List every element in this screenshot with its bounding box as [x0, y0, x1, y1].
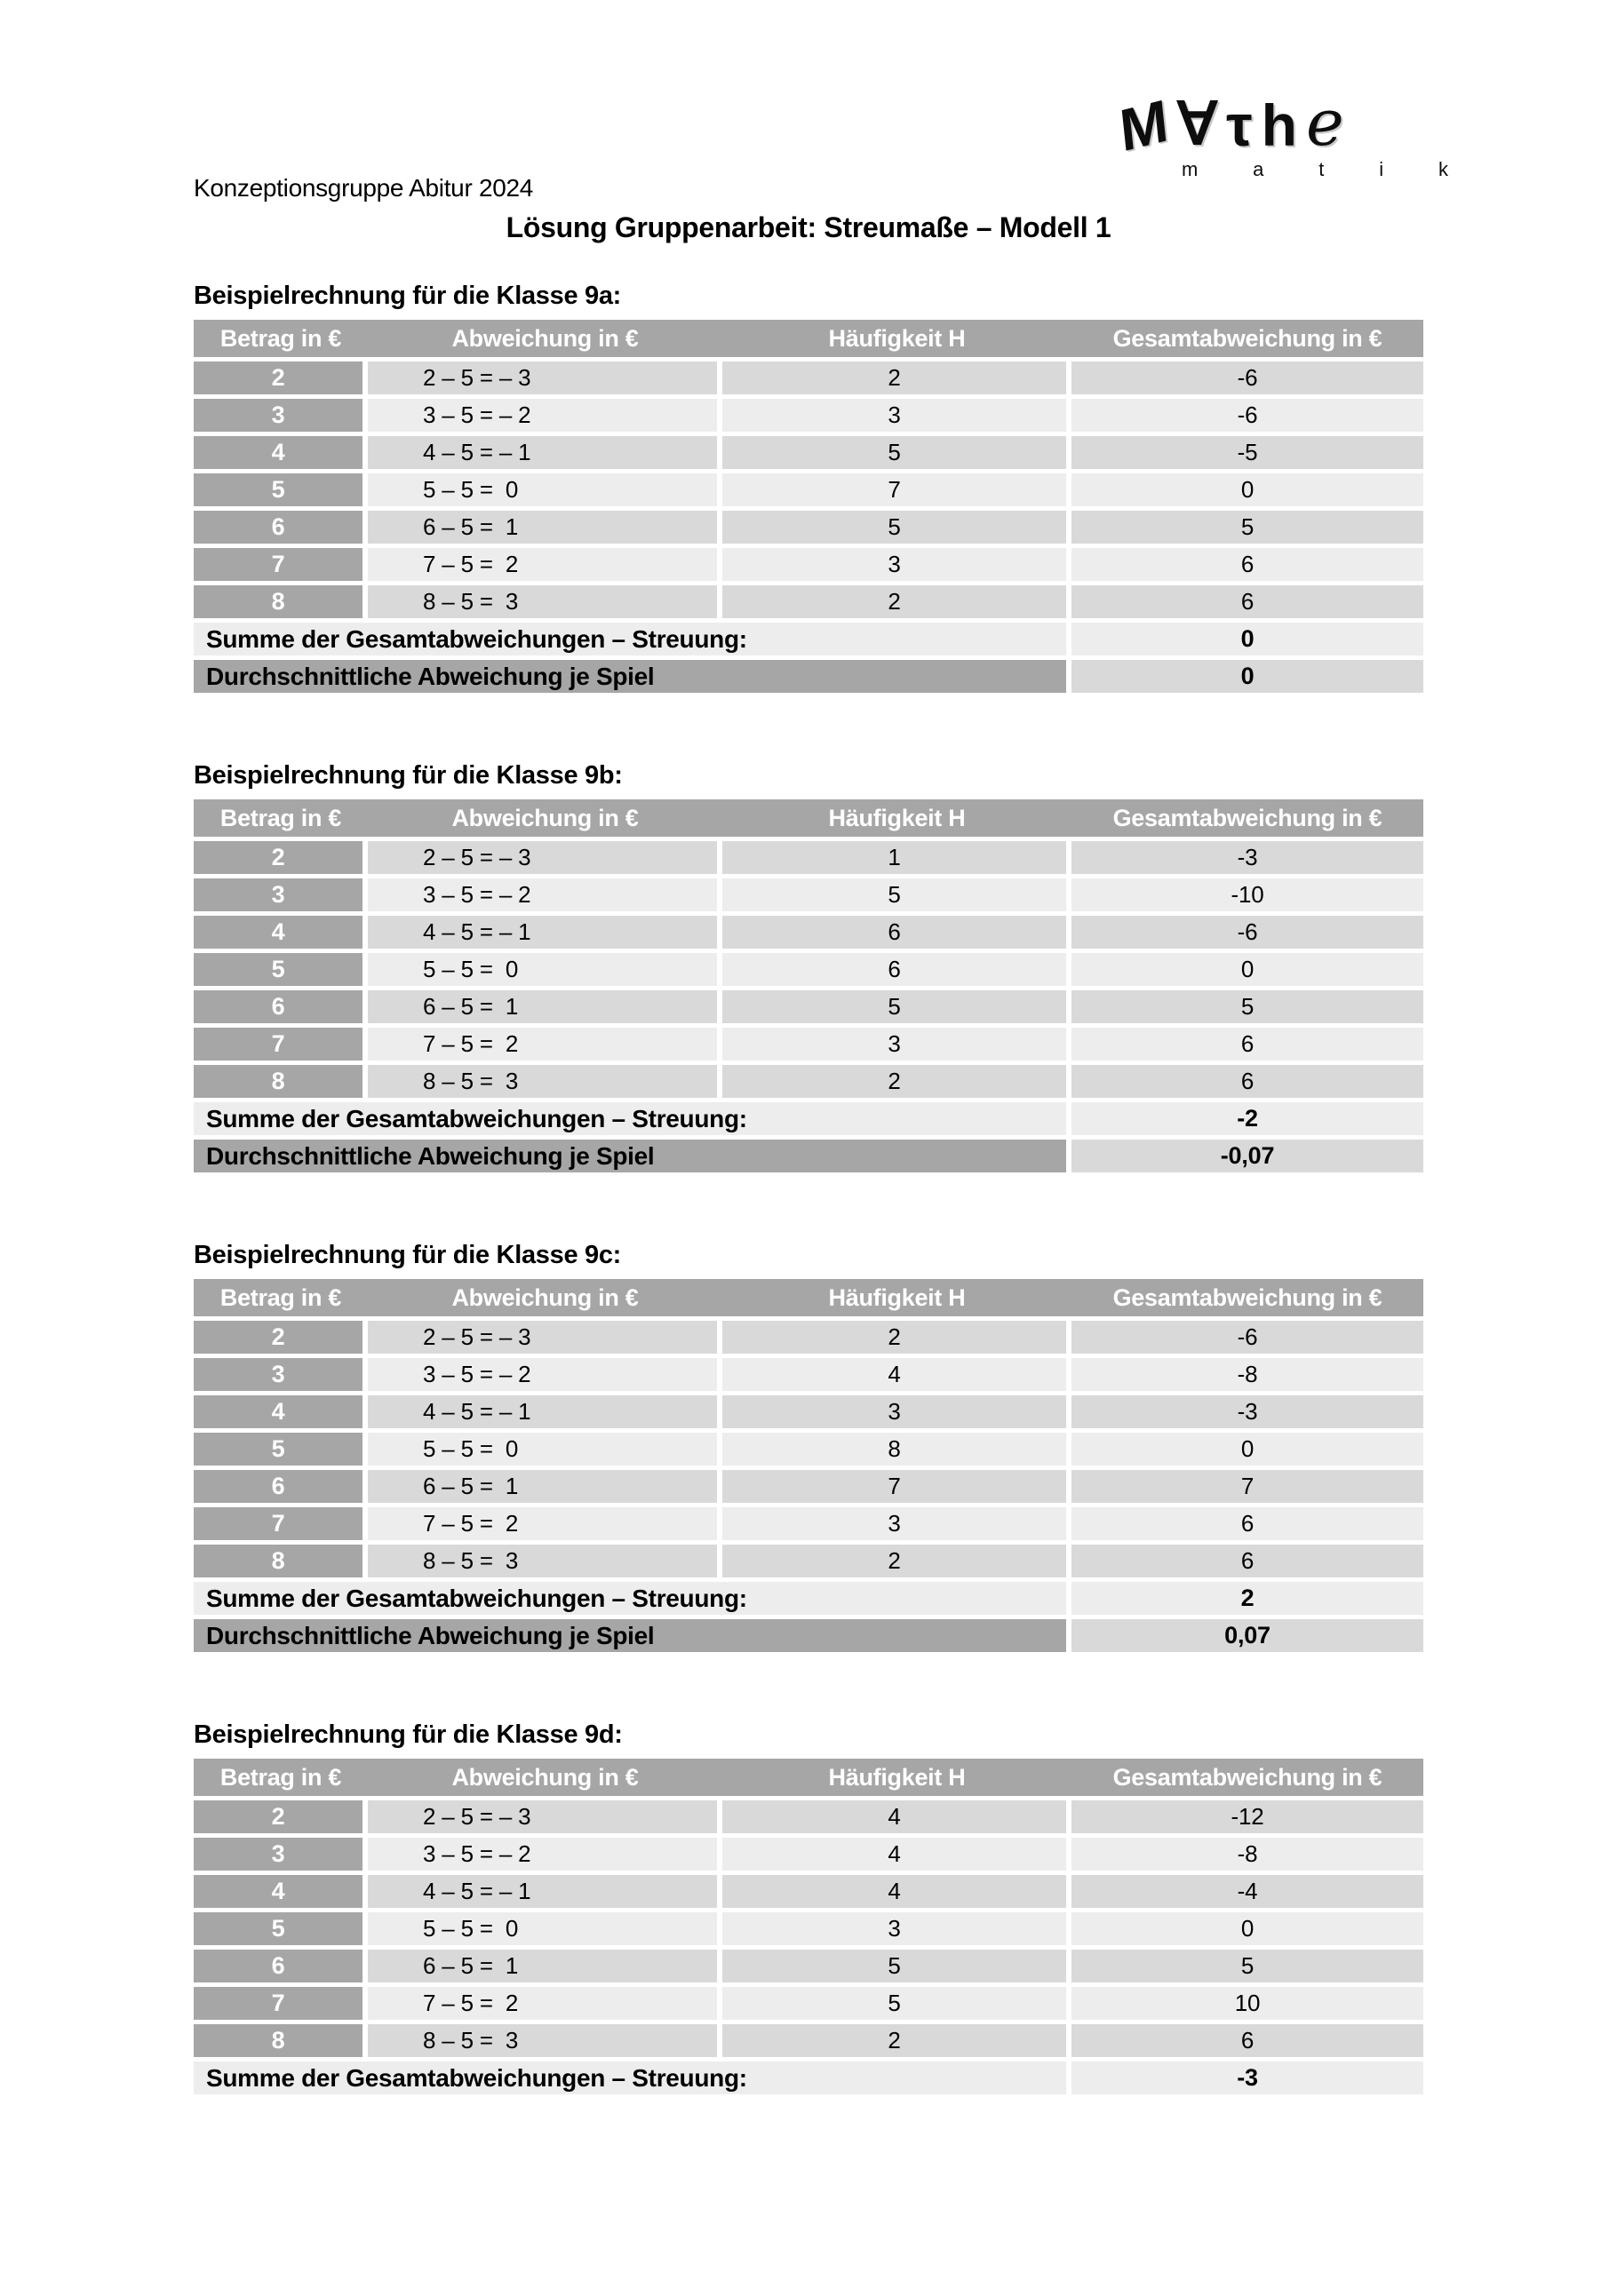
betrag-cell: 6 — [194, 1470, 368, 1507]
column-header: Abweichung in € — [368, 1759, 722, 1800]
abweichung-cell: 2 – 5 = – 3 — [368, 361, 722, 399]
logo-letter-t: τ — [1226, 92, 1253, 158]
sum-value-cell: -2 — [1071, 1102, 1423, 1140]
gesamtabweichung-cell: 5 — [1071, 511, 1423, 548]
sum-row — [194, 1582, 1423, 1619]
gesamtabweichung-cell: -6 — [1071, 916, 1423, 953]
sum-row — [194, 1102, 1423, 1140]
betrag-cell: 8 — [194, 585, 368, 623]
sum-label-cell: Summe der Gesamtabweichungen – Streuung: — [194, 623, 1071, 660]
table-row — [194, 1545, 1423, 1582]
table-row — [194, 585, 1423, 623]
gesamtabweichung-cell: 6 — [1071, 1028, 1423, 1065]
column-header: Gesamtabweichung in € — [1071, 1759, 1423, 1800]
avg-value-cell: 0,07 — [1071, 1619, 1423, 1656]
betrag-cell: 5 — [194, 1912, 368, 1950]
haeufigkeit-cell: 6 — [722, 953, 1071, 990]
sum-row — [194, 2062, 1423, 2099]
betrag-cell: 2 — [194, 361, 368, 399]
abweichung-cell: 7 – 5 = 2 — [368, 548, 722, 585]
column-header: Betrag in € — [194, 1759, 368, 1800]
data-table — [194, 320, 1423, 697]
section-heading: Beispielrechnung für die Klasse 9d: — [194, 1720, 623, 1749]
logo-letter-h: h — [1261, 92, 1297, 158]
sum-label-cell: Summe der Gesamtabweichungen – Streuung: — [194, 1102, 1071, 1140]
avg-row — [194, 1619, 1423, 1656]
gesamtabweichung-cell: 10 — [1071, 1987, 1423, 2024]
haeufigkeit-cell: 5 — [722, 436, 1071, 473]
sum-row — [194, 623, 1423, 660]
haeufigkeit-cell: 4 — [722, 1800, 1071, 1838]
abweichung-cell: 8 – 5 = 3 — [368, 1545, 722, 1582]
haeufigkeit-cell: 1 — [722, 841, 1071, 878]
abweichung-cell: 4 – 5 = – 1 — [368, 1875, 722, 1912]
header-row — [194, 320, 1423, 361]
abweichung-cell: 5 – 5 = 0 — [368, 1433, 722, 1470]
column-header: Häufigkeit H — [722, 1759, 1071, 1800]
mathe-matik-logo — [1116, 73, 1475, 181]
sum-value-cell: 2 — [1071, 1582, 1423, 1619]
column-header: Betrag in € — [194, 1279, 368, 1321]
abweichung-cell: 7 – 5 = 2 — [368, 1028, 722, 1065]
abweichung-cell: 4 – 5 = – 1 — [368, 916, 722, 953]
sum-label-cell: Summe der Gesamtabweichungen – Streuung: — [194, 1582, 1071, 1619]
betrag-cell: 4 — [194, 1875, 368, 1912]
abweichung-cell: 3 – 5 = – 2 — [368, 399, 722, 436]
haeufigkeit-cell: 3 — [722, 1507, 1071, 1545]
abweichung-cell: 2 – 5 = – 3 — [368, 1321, 722, 1358]
gesamtabweichung-cell: -10 — [1071, 878, 1423, 916]
table-row — [194, 436, 1423, 473]
table-row — [194, 1321, 1423, 1358]
abweichung-cell: 6 – 5 = 1 — [368, 1950, 722, 1987]
logo-letter-e: e — [1305, 85, 1344, 160]
gesamtabweichung-cell: 6 — [1071, 1065, 1423, 1102]
haeufigkeit-cell: 6 — [722, 916, 1071, 953]
abweichung-cell: 5 – 5 = 0 — [368, 953, 722, 990]
table-row — [194, 1875, 1423, 1912]
logo-wordmark — [1116, 73, 1475, 164]
table-row — [194, 990, 1423, 1028]
betrag-cell: 8 — [194, 1065, 368, 1102]
column-header: Abweichung in € — [368, 799, 722, 841]
column-header: Abweichung in € — [368, 1279, 722, 1321]
data-table — [194, 1279, 1423, 1656]
sum-value-cell: -3 — [1071, 2062, 1423, 2099]
logo-letter-a: ∀ — [1176, 91, 1218, 156]
table-section — [194, 282, 1423, 697]
haeufigkeit-cell: 5 — [722, 1950, 1071, 1987]
betrag-cell: 3 — [194, 1358, 368, 1395]
betrag-cell: 4 — [194, 1395, 368, 1433]
column-header: Gesamtabweichung in € — [1071, 1279, 1423, 1321]
haeufigkeit-cell: 3 — [722, 399, 1071, 436]
betrag-cell: 7 — [194, 548, 368, 585]
abweichung-cell: 5 – 5 = 0 — [368, 473, 722, 511]
haeufigkeit-cell: 3 — [722, 1395, 1071, 1433]
table-row — [194, 1470, 1423, 1507]
data-table — [194, 1759, 1423, 2099]
table-section — [194, 1720, 1423, 2099]
haeufigkeit-cell: 5 — [722, 878, 1071, 916]
table-row — [194, 841, 1423, 878]
haeufigkeit-cell: 4 — [722, 1875, 1071, 1912]
abweichung-cell: 8 – 5 = 3 — [368, 1065, 722, 1102]
gesamtabweichung-cell: -6 — [1071, 399, 1423, 436]
avg-value-cell: -0,07 — [1071, 1140, 1423, 1177]
haeufigkeit-cell: 3 — [722, 1912, 1071, 1950]
haeufigkeit-cell: 2 — [722, 1321, 1071, 1358]
betrag-cell: 3 — [194, 399, 368, 436]
haeufigkeit-cell: 2 — [722, 1065, 1071, 1102]
page-title: Lösung Gruppenarbeit: Streumaße – Modell 1 — [506, 211, 1111, 243]
betrag-cell: 4 — [194, 436, 368, 473]
abweichung-cell: 8 – 5 = 3 — [368, 2024, 722, 2062]
column-header: Gesamtabweichung in € — [1071, 799, 1423, 841]
abweichung-cell: 4 – 5 = – 1 — [368, 1395, 722, 1433]
betrag-cell: 6 — [194, 1950, 368, 1987]
column-header: Betrag in € — [194, 320, 368, 361]
gesamtabweichung-cell: -8 — [1071, 1358, 1423, 1395]
table-row — [194, 1028, 1423, 1065]
betrag-cell: 6 — [194, 990, 368, 1028]
table-section — [194, 761, 1423, 1177]
betrag-cell: 2 — [194, 1800, 368, 1838]
betrag-cell: 7 — [194, 1507, 368, 1545]
gesamtabweichung-cell: 5 — [1071, 1950, 1423, 1987]
column-header: Betrag in € — [194, 799, 368, 841]
logo-sub-letter: a — [1253, 158, 1264, 180]
section-heading: Beispielrechnung für die Klasse 9c: — [194, 1241, 622, 1269]
header-row — [194, 1759, 1423, 1800]
sum-label-cell: Summe der Gesamtabweichungen – Streuung: — [194, 2062, 1071, 2099]
gesamtabweichung-cell: 0 — [1071, 473, 1423, 511]
abweichung-cell: 3 – 5 = – 2 — [368, 1358, 722, 1395]
haeufigkeit-cell: 2 — [722, 585, 1071, 623]
gesamtabweichung-cell: 0 — [1071, 1912, 1423, 1950]
gesamtabweichung-cell: 6 — [1071, 2024, 1423, 2062]
table-row — [194, 473, 1423, 511]
table-row — [194, 1395, 1423, 1433]
betrag-cell: 8 — [194, 1545, 368, 1582]
data-table — [194, 799, 1423, 1177]
gesamtabweichung-cell: 0 — [1071, 1433, 1423, 1470]
gesamtabweichung-cell: -6 — [1071, 361, 1423, 399]
logo-sub-letter: i — [1379, 158, 1384, 180]
betrag-cell: 6 — [194, 511, 368, 548]
gesamtabweichung-cell: 6 — [1071, 1507, 1423, 1545]
table-row — [194, 1950, 1423, 1987]
column-header: Häufigkeit H — [722, 320, 1071, 361]
abweichung-cell: 2 – 5 = – 3 — [368, 1800, 722, 1838]
gesamtabweichung-cell: 6 — [1071, 1545, 1423, 1582]
avg-label-cell: Durchschnittliche Abweichung je Spiel — [194, 1619, 1071, 1656]
haeufigkeit-cell: 7 — [722, 1470, 1071, 1507]
avg-row — [194, 660, 1423, 697]
abweichung-cell: 5 – 5 = 0 — [368, 1912, 722, 1950]
abweichung-cell: 6 – 5 = 1 — [368, 1470, 722, 1507]
gesamtabweichung-cell: -5 — [1071, 436, 1423, 473]
abweichung-cell: 6 – 5 = 1 — [368, 990, 722, 1028]
section-heading: Beispielrechnung für die Klasse 9b: — [194, 761, 623, 790]
gesamtabweichung-cell: 5 — [1071, 990, 1423, 1028]
table-row — [194, 916, 1423, 953]
haeufigkeit-cell: 4 — [722, 1358, 1071, 1395]
table-row — [194, 1800, 1423, 1838]
column-header: Gesamtabweichung in € — [1071, 320, 1423, 361]
betrag-cell: 2 — [194, 841, 368, 878]
header-row — [194, 1279, 1423, 1321]
abweichung-cell: 3 – 5 = – 2 — [368, 878, 722, 916]
logo-sub-letter: k — [1438, 158, 1448, 180]
abweichung-cell: 7 – 5 = 2 — [368, 1507, 722, 1545]
gesamtabweichung-cell: 6 — [1071, 548, 1423, 585]
haeufigkeit-cell: 3 — [722, 1028, 1071, 1065]
haeufigkeit-cell: 3 — [722, 548, 1071, 585]
betrag-cell: 2 — [194, 1321, 368, 1358]
avg-row — [194, 1140, 1423, 1177]
table-row — [194, 1507, 1423, 1545]
abweichung-cell: 2 – 5 = – 3 — [368, 841, 722, 878]
table-row — [194, 1912, 1423, 1950]
page-content — [194, 174, 1423, 2099]
haeufigkeit-cell: 7 — [722, 473, 1071, 511]
table-row — [194, 399, 1423, 436]
column-header: Häufigkeit H — [722, 1279, 1071, 1321]
gesamtabweichung-cell: 6 — [1071, 585, 1423, 623]
betrag-cell: 8 — [194, 2024, 368, 2062]
gesamtabweichung-cell: -12 — [1071, 1800, 1423, 1838]
table-section — [194, 1241, 1423, 1656]
table-row — [194, 1838, 1423, 1875]
haeufigkeit-cell: 2 — [722, 361, 1071, 399]
gesamtabweichung-cell: 0 — [1071, 953, 1423, 990]
betrag-cell: 5 — [194, 1433, 368, 1470]
column-header: Abweichung in € — [368, 320, 722, 361]
gesamtabweichung-cell: -3 — [1071, 841, 1423, 878]
abweichung-cell: 6 – 5 = 1 — [368, 511, 722, 548]
table-row — [194, 1358, 1423, 1395]
table-row — [194, 1065, 1423, 1102]
table-row — [194, 2024, 1423, 2062]
betrag-cell: 4 — [194, 916, 368, 953]
logo-sub-letter: m — [1182, 158, 1199, 180]
table-row — [194, 953, 1423, 990]
gesamtabweichung-cell: -8 — [1071, 1838, 1423, 1875]
gesamtabweichung-cell: -6 — [1071, 1321, 1423, 1358]
gesamtabweichung-cell: 7 — [1071, 1470, 1423, 1507]
table-row — [194, 548, 1423, 585]
org-line: Konzeptionsgruppe Abitur 2024 — [194, 174, 534, 202]
haeufigkeit-cell: 4 — [722, 1838, 1071, 1875]
betrag-cell: 3 — [194, 1838, 368, 1875]
table-row — [194, 878, 1423, 916]
abweichung-cell: 4 – 5 = – 1 — [368, 436, 722, 473]
betrag-cell: 7 — [194, 1028, 368, 1065]
avg-label-cell: Durchschnittliche Abweichung je Spiel — [194, 1140, 1071, 1177]
section-heading: Beispielrechnung für die Klasse 9a: — [194, 282, 622, 310]
avg-value-cell: 0 — [1071, 660, 1423, 697]
gesamtabweichung-cell: -3 — [1071, 1395, 1423, 1433]
column-header: Häufigkeit H — [722, 799, 1071, 841]
betrag-cell: 3 — [194, 878, 368, 916]
betrag-cell: 5 — [194, 953, 368, 990]
header-row — [194, 799, 1423, 841]
gesamtabweichung-cell: -4 — [1071, 1875, 1423, 1912]
avg-label-cell: Durchschnittliche Abweichung je Spiel — [194, 660, 1071, 697]
table-row — [194, 1433, 1423, 1470]
tables-container — [194, 282, 1423, 2099]
haeufigkeit-cell: 5 — [722, 1987, 1071, 2024]
table-row — [194, 361, 1423, 399]
betrag-cell: 7 — [194, 1987, 368, 2024]
haeufigkeit-cell: 5 — [722, 511, 1071, 548]
sum-value-cell: 0 — [1071, 623, 1423, 660]
table-row — [194, 1987, 1423, 2024]
logo-letter-m: M — [1116, 86, 1172, 164]
abweichung-cell: 8 – 5 = 3 — [368, 585, 722, 623]
haeufigkeit-cell: 8 — [722, 1433, 1071, 1470]
abweichung-cell: 7 – 5 = 2 — [368, 1987, 722, 2024]
haeufigkeit-cell: 2 — [722, 2024, 1071, 2062]
logo-sub-letter: t — [1318, 158, 1325, 180]
haeufigkeit-cell: 2 — [722, 1545, 1071, 1582]
betrag-cell: 5 — [194, 473, 368, 511]
table-row — [194, 511, 1423, 548]
haeufigkeit-cell: 5 — [722, 990, 1071, 1028]
abweichung-cell: 3 – 5 = – 2 — [368, 1838, 722, 1875]
